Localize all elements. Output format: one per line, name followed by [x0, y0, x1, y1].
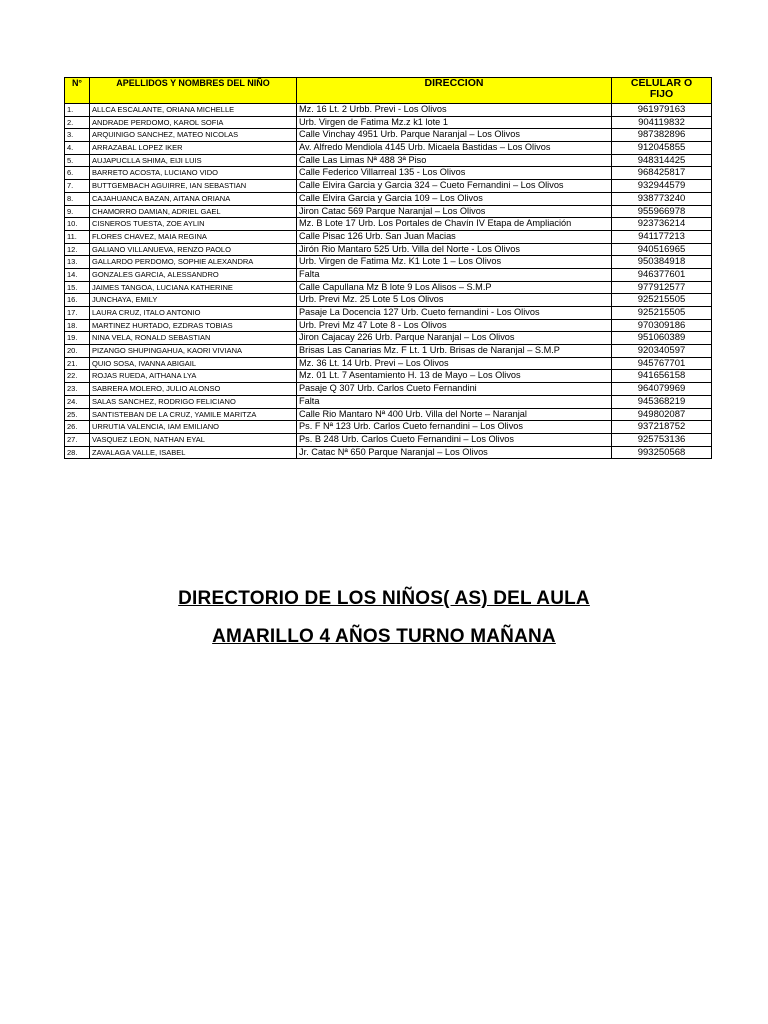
address-cell: Ps. F Nª 123 Urb. Carlos Cueto fernandini – Los Olivos	[297, 421, 612, 434]
phone-cell: 938773240	[612, 192, 712, 205]
phone-cell: 970309186	[612, 319, 712, 332]
directory-title-line-2: AMARILLO 4 AÑOS TURNO MAÑANA	[212, 626, 556, 647]
address-cell: Ps. B 248 Urb. Carlos Cueto Fernandini – Los Olivos	[297, 433, 612, 446]
row-number-cell: 20.	[65, 345, 90, 358]
table-row	[65, 192, 712, 205]
child-name-cell: SALAS SANCHEZ, RODRIGO FELICIANO	[90, 395, 297, 408]
table-row	[65, 142, 712, 155]
table-row	[65, 104, 712, 117]
table-row	[65, 345, 712, 358]
address-cell: Jiron Catac 569 Parque Naranjal – Los Olivos	[297, 205, 612, 218]
address-cell: Jirón Rio Mantaro 525 Urb. Villa del Norte - Los Olivos	[297, 243, 612, 256]
table-row	[65, 370, 712, 383]
phone-cell: 925215505	[612, 294, 712, 307]
child-name-cell: GALLARDO PERDOMO, SOPHIE ALEXANDRA	[90, 256, 297, 269]
phone-cell: 948314425	[612, 154, 712, 167]
row-number-cell: 27.	[65, 433, 90, 446]
child-name-cell: JAIMES TANGOA, LUCIANA KATHERINE	[90, 281, 297, 294]
row-number-cell: 18.	[65, 319, 90, 332]
table-row	[65, 129, 712, 142]
child-name-cell: ROJAS RUEDA, AITHANA LYA	[90, 370, 297, 383]
table-row	[65, 332, 712, 345]
child-name-cell: VASQUEZ LEON, NATHAN EYAL	[90, 433, 297, 446]
child-name-cell: CAJAHUANCA BAZAN, AITANA ORIANA	[90, 192, 297, 205]
address-cell: Calle Federico Villarreal 135 - Los Olivos	[297, 167, 612, 180]
address-cell: Calle Rio Mantaro Nª 400 Urb. Villa del Norte – Naranjal	[297, 408, 612, 421]
row-number-cell: 21.	[65, 357, 90, 370]
table-row	[65, 395, 712, 408]
phone-cell: 949802087	[612, 408, 712, 421]
address-cell: Calle Pisac 126 Urb. San Juan Macias	[297, 230, 612, 243]
phone-cell: 993250568	[612, 446, 712, 459]
phone-cell: 961979163	[612, 104, 712, 117]
row-number-cell: 15.	[65, 281, 90, 294]
row-number-cell: 26.	[65, 421, 90, 434]
address-cell: Mz. 01 Lt. 7 Asentamiento H. 13 de Mayo – Los Olivos	[297, 370, 612, 383]
table-row	[65, 180, 712, 193]
child-name-cell: ARQUINIGO SANCHEZ, MATEO NICOLAS	[90, 129, 297, 142]
table-row	[65, 268, 712, 281]
table-row	[65, 167, 712, 180]
child-name-cell: CISNEROS TUESTA, ZOE AYLIN	[90, 218, 297, 231]
phone-cell: 977912577	[612, 281, 712, 294]
child-name-cell: URRUTIA VALENCIA, IAM EMILIANO	[90, 421, 297, 434]
row-number-cell: 7.	[65, 180, 90, 193]
row-number-cell: 12.	[65, 243, 90, 256]
phone-cell: 968425817	[612, 167, 712, 180]
table-row	[65, 256, 712, 269]
phone-cell: 964079969	[612, 383, 712, 396]
child-name-cell: LAURA CRUZ, ITALO ANTONIO	[90, 307, 297, 320]
phone-cell: 925215505	[612, 307, 712, 320]
header-address: DIRECCION	[297, 78, 612, 104]
row-number-cell: 5.	[65, 154, 90, 167]
phone-cell: 987382896	[612, 129, 712, 142]
child-name-cell: NINA VELA, RONALD SEBASTIAN	[90, 332, 297, 345]
row-number-cell: 3.	[65, 129, 90, 142]
table-row	[65, 230, 712, 243]
row-number-cell: 8.	[65, 192, 90, 205]
child-name-cell: GONZALES GARCIA, ALESSANDRO	[90, 268, 297, 281]
table-row	[65, 116, 712, 129]
directory-title-line-1: DIRECTORIO DE LOS NIÑOS( AS) DEL AULA	[178, 588, 590, 609]
phone-cell: 950384918	[612, 256, 712, 269]
row-number-cell: 23.	[65, 383, 90, 396]
row-number-cell: 28.	[65, 446, 90, 459]
table-row	[65, 218, 712, 231]
address-cell: Urb. Virgen de Fatima Mz. K1 Lote 1 – Los Olivos	[297, 256, 612, 269]
child-name-cell: MARTINEZ HURTADO, EZDRAS TOBIAS	[90, 319, 297, 332]
header-number: N°	[65, 78, 90, 104]
phone-cell: 920340597	[612, 345, 712, 358]
table-row	[65, 383, 712, 396]
phone-cell: 912045855	[612, 142, 712, 155]
table-row	[65, 433, 712, 446]
child-name-cell: ARRAZABAL LOPEZ IKER	[90, 142, 297, 155]
address-cell: Urb. Previ Mz 47 Lote 8 - Los Olivos	[297, 319, 612, 332]
table-row	[65, 205, 712, 218]
phone-cell: 941656158	[612, 370, 712, 383]
child-name-cell: PIZANGO SHUPINGAHUA, KAORI VIVIANA	[90, 345, 297, 358]
row-number-cell: 13.	[65, 256, 90, 269]
child-name-cell: ALLCA ESCALANTE, ORIANA MICHELLE	[90, 104, 297, 117]
table-row	[65, 154, 712, 167]
child-name-cell: QUIO SOSA, IVANNA ABIGAIL	[90, 357, 297, 370]
address-cell: Jr. Catac Nª 650 Parque Naranjal – Los Olivos	[297, 446, 612, 459]
table-row	[65, 357, 712, 370]
row-number-cell: 9.	[65, 205, 90, 218]
table-row	[65, 421, 712, 434]
phone-cell: 925753136	[612, 433, 712, 446]
table-row	[65, 446, 712, 459]
children-directory-table	[64, 77, 712, 459]
row-number-cell: 14.	[65, 268, 90, 281]
table-row	[65, 281, 712, 294]
table-row	[65, 294, 712, 307]
address-cell: Falta	[297, 268, 612, 281]
table-row	[65, 408, 712, 421]
phone-cell: 937218752	[612, 421, 712, 434]
child-name-cell: GALIANO VILLANUEVA, RENZO PAOLO	[90, 243, 297, 256]
header-child-name: APELLIDOS Y NOMBRES DEL NIÑO	[90, 78, 297, 104]
phone-cell: 945368219	[612, 395, 712, 408]
phone-cell: 951060389	[612, 332, 712, 345]
address-cell: Falta	[297, 395, 612, 408]
child-name-cell: SABRERA MOLERO, JULIO ALONSO	[90, 383, 297, 396]
row-number-cell: 22.	[65, 370, 90, 383]
address-cell: Pasaje Q 307 Urb. Carlos Cueto Fernandini	[297, 383, 612, 396]
address-cell: Urb. Virgen de Fatima Mz.z k1 lote 1	[297, 116, 612, 129]
address-cell: Mz. 36 Lt. 14 Urb. Previ – Los Olivos	[297, 357, 612, 370]
address-cell: Calle Elvira Garcia y Garcia 324 – Cueto Fernandini – Los Olivos	[297, 180, 612, 193]
row-number-cell: 19.	[65, 332, 90, 345]
phone-cell: 945767701	[612, 357, 712, 370]
phone-cell: 955966978	[612, 205, 712, 218]
phone-cell: 940516965	[612, 243, 712, 256]
address-cell: Av. Alfredo Mendiola 4145 Urb. Micaela Bastidas – Los Olivos	[297, 142, 612, 155]
table-header-row	[65, 78, 712, 104]
child-name-cell: FLORES CHAVEZ, MAIA REGINA	[90, 230, 297, 243]
address-cell: Pasaje La Docencia 127 Urb. Cueto fernandini - Los Olivos	[297, 307, 612, 320]
phone-cell: 904119832	[612, 116, 712, 129]
address-cell: Mz. 16 Lt. 2 Urbb. Previ - Los Olivos	[297, 104, 612, 117]
table-row	[65, 307, 712, 320]
child-name-cell: BUTTGEMBACH AGUIRRE, IAN SEBASTIAN	[90, 180, 297, 193]
address-cell: Calle Vinchay 4951 Urb. Parque Naranjal – Los Olivos	[297, 129, 612, 142]
phone-cell: 941177213	[612, 230, 712, 243]
row-number-cell: 24.	[65, 395, 90, 408]
row-number-cell: 6.	[65, 167, 90, 180]
address-cell: Calle Elvira Garcia y Garcia 109 – Los Olivos	[297, 192, 612, 205]
phone-cell: 932944579	[612, 180, 712, 193]
child-name-cell: AUJAPUCLLA SHIMA, EIJI LUIS	[90, 154, 297, 167]
row-number-cell: 4.	[65, 142, 90, 155]
address-cell: Mz. B Lote 17 Urb. Los Portales de Chavín IV Etapa de Ampliación	[297, 218, 612, 231]
phone-cell: 946377601	[612, 268, 712, 281]
row-number-cell: 16.	[65, 294, 90, 307]
child-name-cell: ZAVALAGA VALLE, ISABEL	[90, 446, 297, 459]
phone-cell: 923736214	[612, 218, 712, 231]
table-row	[65, 243, 712, 256]
header-phone-label: CELULAR O FIJO	[630, 77, 693, 100]
row-number-cell: 2.	[65, 116, 90, 129]
row-number-cell: 25.	[65, 408, 90, 421]
row-number-cell: 1.	[65, 104, 90, 117]
row-number-cell: 17.	[65, 307, 90, 320]
address-cell: Brisas Las Canarias Mz. F Lt. 1 Urb. Brisas de Naranjal – S.M.P	[297, 345, 612, 358]
child-name-cell: BARRETO ACOSTA, LUCIANO VIDO	[90, 167, 297, 180]
row-number-cell: 10.	[65, 218, 90, 231]
header-phone	[612, 78, 712, 104]
address-cell: Calle Las Limas Nª 488 3ª Piso	[297, 154, 612, 167]
child-name-cell: SANTISTEBAN DE LA CRUZ, YAMILE MARITZA	[90, 408, 297, 421]
table-body	[65, 104, 712, 459]
child-name-cell: CHAMORRO DAMIAN, ADRIEL GAEL	[90, 205, 297, 218]
address-cell: Jiron Cajacay 226 Urb. Parque Naranjal – Los Olivos	[297, 332, 612, 345]
address-cell: Urb. Previ Mz. 25 Lote 5 Los Olivos	[297, 294, 612, 307]
address-cell: Calle Capullana Mz B lote 9 Los Alisos – S.M.P	[297, 281, 612, 294]
row-number-cell: 11.	[65, 230, 90, 243]
child-name-cell: ANDRADE PERDOMO, KAROL SOFIA	[90, 116, 297, 129]
table-row	[65, 319, 712, 332]
child-name-cell: JUNCHAYA, EMILY	[90, 294, 297, 307]
